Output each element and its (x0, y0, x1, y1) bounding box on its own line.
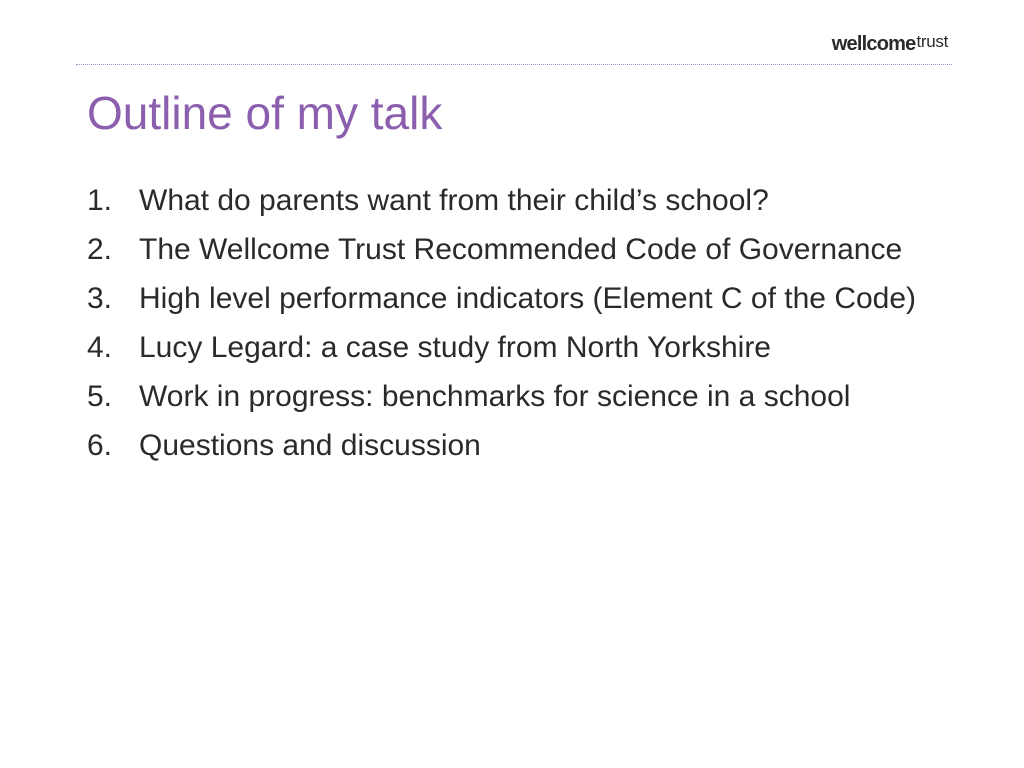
list-item (87, 181, 947, 221)
list-item-text: The Wellcome Trust Recommended Code of Governance (139, 233, 903, 266)
list-item-text: High level performance indicators (Element C of the Code) (139, 282, 917, 315)
list-item-number: 1. (87, 184, 113, 217)
list-item (87, 377, 947, 417)
list-item-text: Questions and discussion (139, 429, 481, 462)
slide-title: Outline of my talk (87, 87, 443, 139)
list-item-text: Work in progress: benchmarks for science in a school (139, 380, 851, 413)
outline-list (87, 181, 947, 475)
list-item-text: What do parents want from their child’s school? (139, 184, 769, 217)
list-item-text: Lucy Legard: a case study from North Yorkshire (139, 331, 771, 364)
list-item (87, 328, 947, 368)
wellcome-trust-logo (832, 34, 948, 54)
list-item (87, 279, 947, 319)
list-item-number: 2. (87, 233, 113, 266)
list-item-number: 3. (87, 282, 113, 315)
logo-wordmark-sub: trust (916, 32, 948, 51)
list-item (87, 230, 947, 270)
header-divider (76, 64, 952, 65)
list-item-number: 6. (87, 429, 113, 462)
logo-wordmark-main: wellcome (831, 33, 916, 55)
list-item-number: 4. (87, 331, 113, 364)
list-item (87, 426, 947, 466)
list-item-number: 5. (87, 380, 113, 413)
